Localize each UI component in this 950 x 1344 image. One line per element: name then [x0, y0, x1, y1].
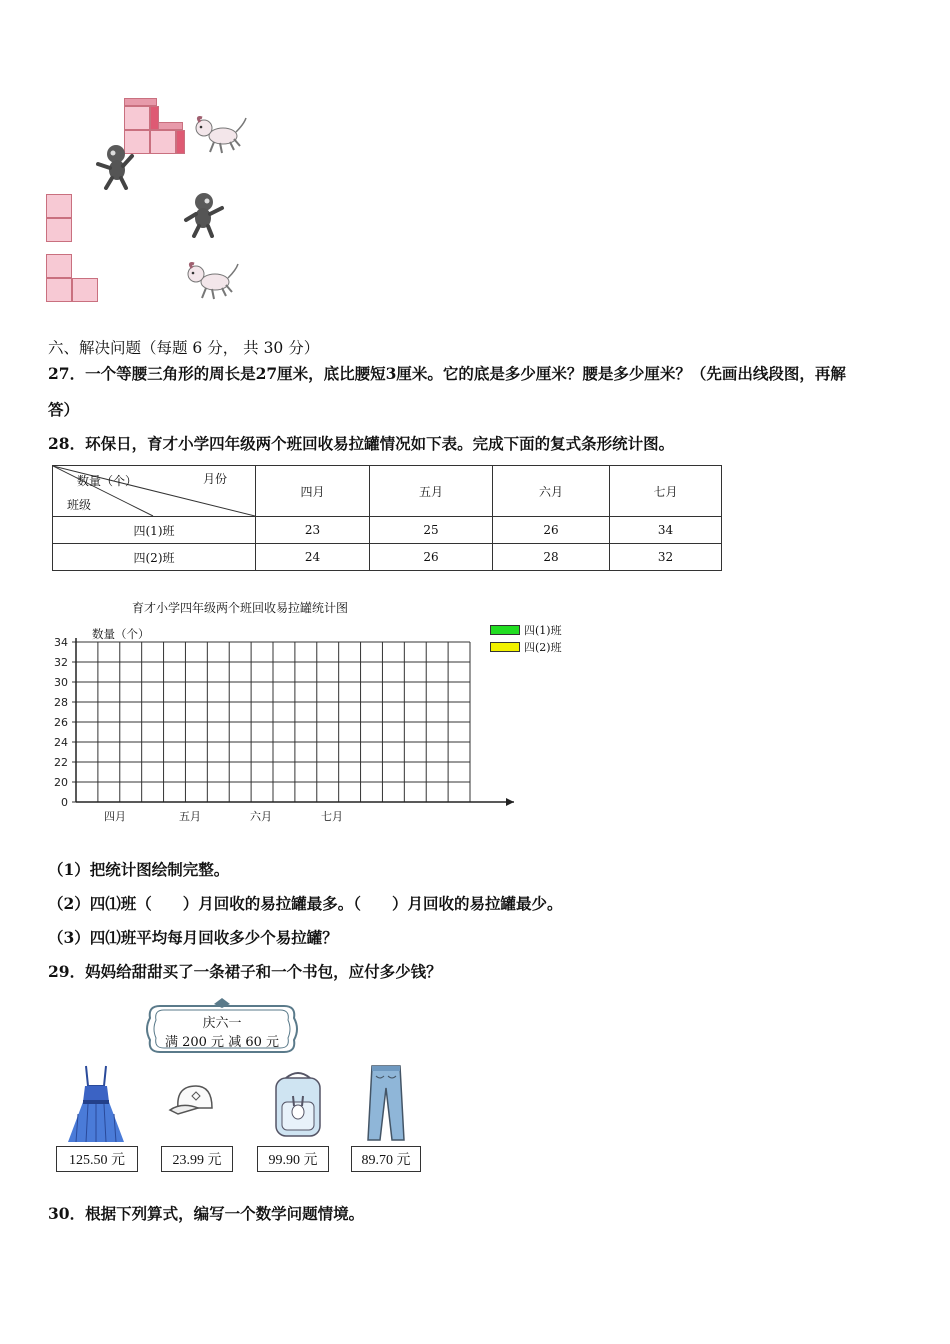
table-cell: 23 — [256, 517, 370, 544]
y-tick-label: 26 — [54, 716, 68, 729]
x-tick-label: 六月 — [250, 810, 272, 823]
price-tag-dress: 125.50 元 — [56, 1146, 138, 1172]
y-tick-label: 24 — [54, 736, 68, 749]
x-axis-arrow — [506, 798, 514, 806]
dog-icon — [190, 114, 248, 156]
price-tag-cap: 23.99 元 — [161, 1146, 233, 1172]
header-class: 班级 — [67, 498, 92, 512]
table-cell: 34 — [610, 517, 722, 544]
row-label: 四(2)班 — [53, 544, 256, 571]
cap-icon — [168, 1080, 220, 1120]
x-tick-label: 七月 — [321, 810, 343, 823]
table-cell: 28 — [493, 544, 610, 571]
dog-icon — [182, 260, 240, 302]
table-cell: 26 — [493, 517, 610, 544]
header-quantity: 数量（个） — [77, 474, 138, 488]
y-tick-label: 32 — [54, 656, 68, 669]
table-cell: 24 — [256, 544, 370, 571]
legend-label-class2: 四(2)班 — [524, 641, 562, 654]
q30-text: 30．根据下列算式，编写一个数学问题情境。 — [48, 1204, 365, 1223]
legend-label-class1: 四(1)班 — [524, 624, 562, 637]
q27-text: 27．一个等腰三角形的周长是27厘米，底比腰短3厘米。它的底是多少厘米？腰是多少厘米？（先画出线段图，再解 — [48, 364, 846, 383]
q28-sub3: （3）四⑴班平均每月回收多少个易拉罐？ — [48, 928, 338, 947]
q29-text: 29．妈妈给甜甜买了一条裙子和一个书包，应付多少钱？ — [48, 962, 442, 981]
x-tick-label: 四月 — [104, 810, 126, 823]
table-row — [53, 517, 722, 544]
y-tick-label: 34 — [54, 636, 68, 649]
chart-title: 育才小学四年级两个班回收易拉罐统计图 — [132, 601, 349, 615]
table-corner-header — [53, 466, 256, 517]
dress-icon — [66, 1064, 126, 1144]
backpack-icon — [266, 1068, 330, 1142]
jeans-icon — [364, 1064, 408, 1142]
col-header: 五月 — [370, 466, 493, 517]
table-cell: 26 — [370, 544, 493, 571]
section-heading: 六、解决问题（每题 6 分， 共 30 分） — [48, 339, 320, 357]
price-tag-jeans: 89.70 元 — [351, 1146, 421, 1172]
monkey-icon — [180, 190, 228, 238]
monkey-icon — [92, 142, 140, 190]
row-label: 四(1)班 — [53, 517, 256, 544]
table-cell: 25 — [370, 517, 493, 544]
y-tick-label: 20 — [54, 776, 68, 789]
promo-title: 庆六一 — [202, 1016, 242, 1031]
y-tick-label: 28 — [54, 696, 68, 709]
q28-sub1: （1）把统计图绘制完整。 — [48, 860, 230, 879]
col-header: 四月 — [256, 466, 370, 517]
promo-sign — [142, 998, 302, 1060]
q28-sub2: （2）四⑴班（ ）月回收的易拉罐最多。（ ）月回收的易拉罐最少。 — [48, 894, 563, 913]
y-tick-label: 22 — [54, 756, 68, 769]
x-tick-label: 五月 — [179, 810, 201, 823]
price-tag-backpack: 99.90 元 — [257, 1146, 329, 1172]
col-header: 七月 — [610, 466, 722, 517]
recycling-table — [52, 465, 722, 571]
bar-chart — [40, 630, 530, 830]
cube-view-side — [46, 254, 99, 305]
table-cell: 32 — [610, 544, 722, 571]
q28-text: 28．环保日，育才小学四年级两个班回收易拉罐情况如下表。完成下面的复式条形统计图。 — [48, 434, 675, 453]
y-tick-label: 0 — [61, 796, 68, 809]
chart-ylabel: 数量（个） — [92, 627, 150, 641]
promo-offer: 满 200 元 减 60 元 — [164, 1035, 280, 1050]
header-month: 月份 — [203, 472, 228, 486]
cube-view-front — [46, 194, 73, 245]
col-header: 六月 — [493, 466, 610, 517]
q27-text-cont: 答） — [48, 400, 80, 419]
table-row — [53, 544, 722, 571]
y-tick-label: 30 — [54, 676, 68, 689]
